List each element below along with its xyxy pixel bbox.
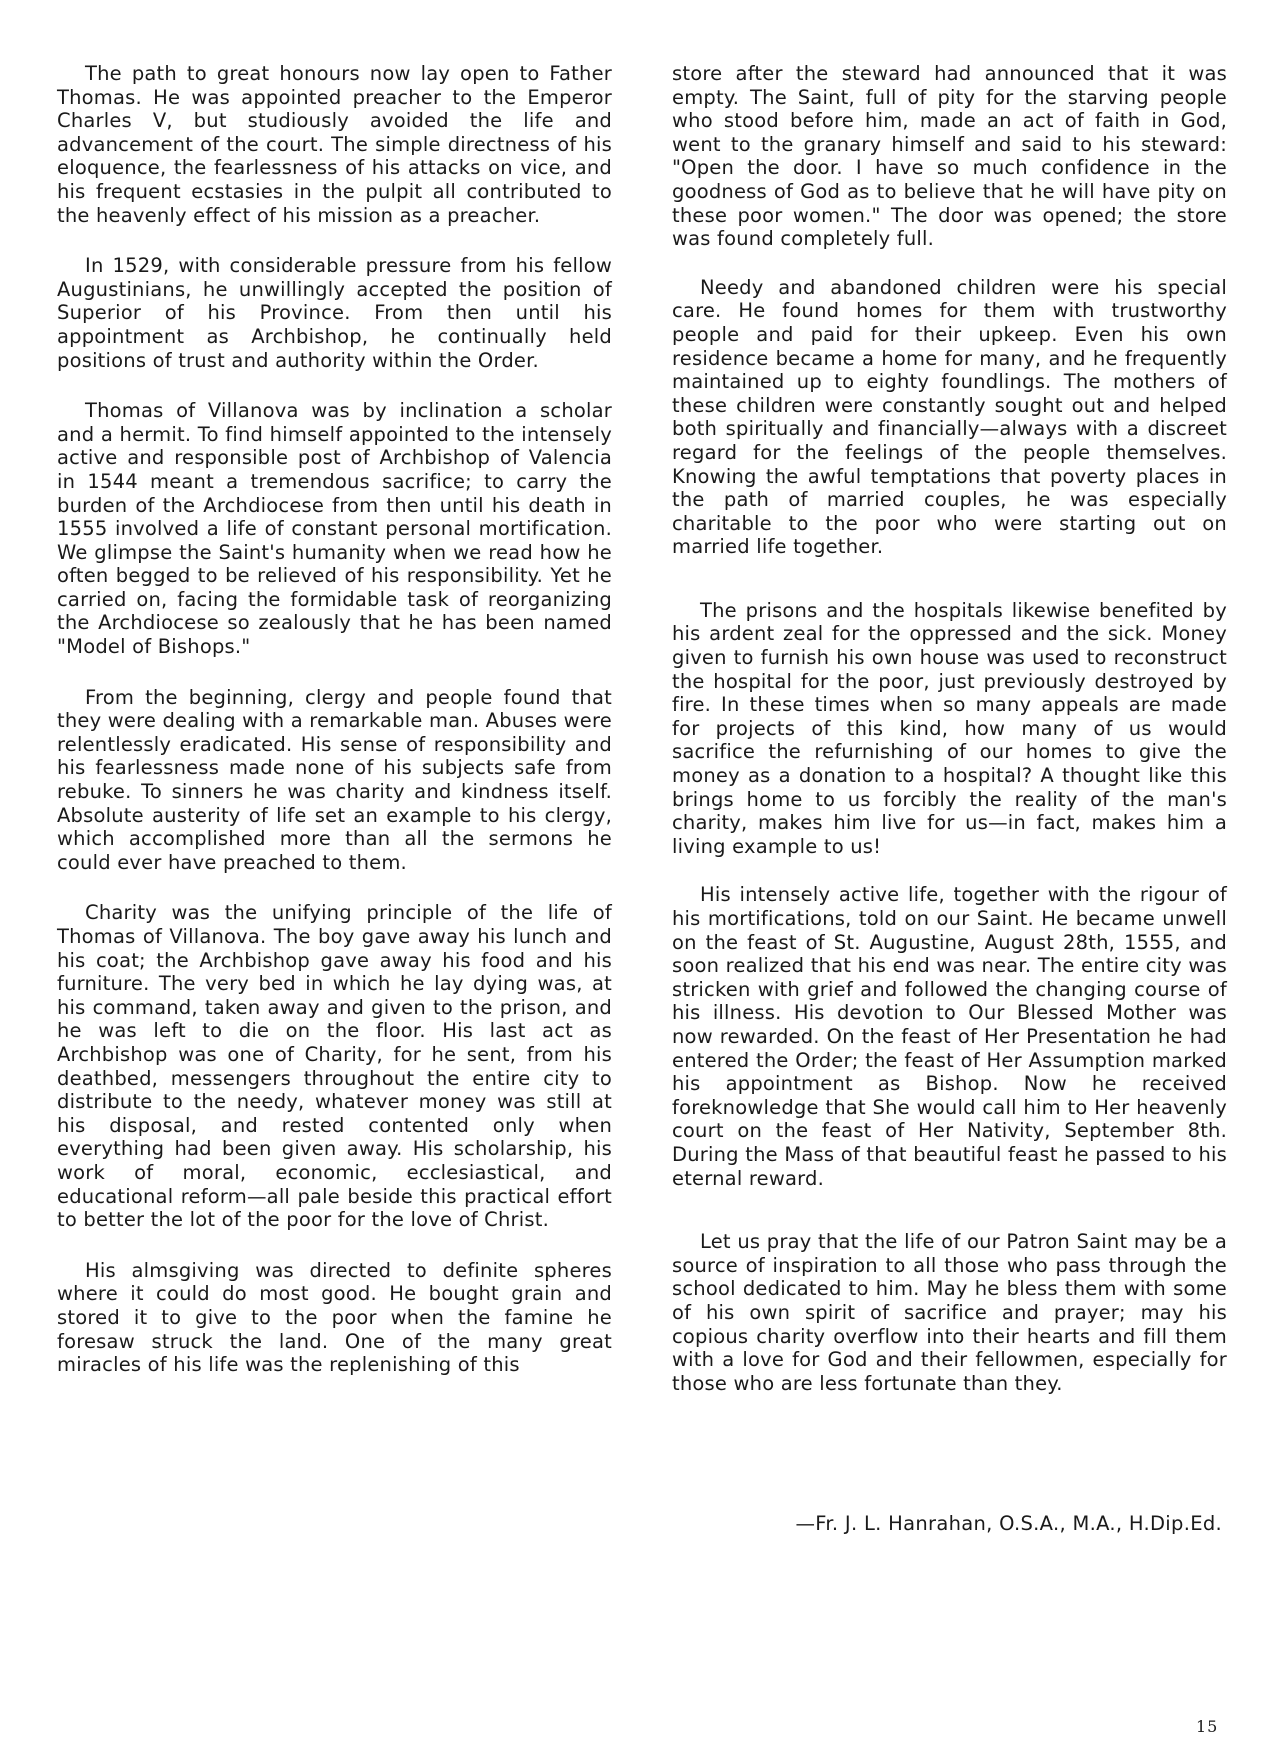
paragraph-needy-children: Needy and abandoned children were his special care. He found homes for them with trustworthy people and paid for their upkeep. Even his own residence became a home for many, and he frequently maintained up to eighty foundlings. The mothers of these children were constantly sought out and helped both spiritually and financially—always with a discreet regard for the feelings of the people themselves. Knowing the awful temptations that poverty places in the path of married couples, he was especially charitable to the poor who were starting out on married life together. <box>672 275 1227 559</box>
left-column <box>57 62 612 1377</box>
paragraph-great-honours: The path to great honours now lay open to Father Thomas. He was appointed preacher to the Emperor Charles V, but studiously avoided the life and advancement of the court. The simple directness of his eloquence, the fearlessness of his attacks on vice, and his frequent ecstasies in the pulpit all contributed to the heavenly effect of his mission as a preacher. <box>57 62 612 227</box>
paragraph-almsgiving: His almsgiving was directed to definite spheres where it could do most good. He bought grain and stored it to give to the poor when the famine he foresaw struck the land. One of the many great miracles of his life was the replenishing of this <box>57 1258 612 1377</box>
paragraph-granary-miracle: store after the steward had announced that it was empty. The Saint, full of pity for the starving people who stood before him, made an act of faith in God, went to the granary himself and said to his steward: "Open the door. I have so much confidence in the goodness of God as to believe that he will have pity on these poor women." The door was opened; the store was found completely full. <box>672 62 1227 251</box>
paragraph-remarkable-man: From the beginning, clergy and people found that they were dealing with a remarkable man. Abuses were relentlessly eradicated. His sense of responsibility and his fearlessness made none of his subjects safe from rebuke. To sinners he was charity and kindness itself. Absolute austerity of life set an example to his clergy, which accomplished more than all the sermons he could ever have preached to them. <box>57 685 612 874</box>
paragraph-superior-1529: In 1529, with considerable pressure from his fellow Augustinians, he unwillingly accepted the position of Superior of his Province. From then until his appointment as Archbishop, he continually held positions of trust and authority within the Order. <box>57 254 612 372</box>
paragraph-final-illness: His intensely active life, together with the rigour of his mortifications, told on our Saint. He became unwell on the feast of St. Augustine, August 28th, 1555, and soon realized that his end was near. The entire city was stricken with grief and followed the changing course of his illness. His devotion to Our Blessed Mother was now rewarded. On the feast of Her Presentation he had entered the Order; the feast of Her Assumption marked his appointment as Bishop. Now he received foreknowledge that She would call him to Her heavenly court on the feast of Her Nativity, September 8th. During the Mass of that beautiful feast he passed to his eternal reward. <box>672 883 1227 1190</box>
right-column <box>672 62 1227 1395</box>
paragraph-archbishop-valencia: Thomas of Villanova was by inclination a scholar and a hermit. To find himself appointed to the intensely active and responsible post of Archbishop of Valencia in 1544 meant a tremendous sacrifice; to carry the burden of the Archdiocese from then until his death in 1555 involved a life of constant personal mortification. We glimpse the Saint's humanity when we read how he often begged to be relieved of his responsibility. Yet he carried on, facing the formidable task of reorganizing the Archdiocese so zealously that he has been named "Model of Bishops." <box>57 399 612 659</box>
paragraph-charity-principle: Charity was the unifying principle of the life of Thomas of Villanova. The boy gave away his lunch and his coat; the Archbishop gave away his food and his furniture. The very bed in which he lay dying was, at his command, taken away and given to the prison, and he was left to die on the floor. His last act as Archbishop was one of Charity, for he sent, from his deathbed, messengers throughout the entire city to distribute to the needy, whatever money was still at his disposal, and rested contented only when everything had been given away. His scholarship, his work of moral, economic, ecclesiastical, and educational reform—all pale beside this practical effort to better the lot of the poor for the love of Christ. <box>57 901 612 1232</box>
page-number: 15 <box>1196 1717 1219 1736</box>
paragraph-prisons-hospitals: The prisons and the hospitals likewise benefited by his ardent zeal for the oppressed and the sick. Money given to furnish his own house was used to reconstruct the hospital for the poor, just previously destroyed by fire. In these times when so many appeals are made for projects of this kind, how many of us would sacrifice the refurnishing of our homes to give the money as a donation to a hospital? A thought like this brings home to us forcibly the reality of the man's charity, makes him live for us—in fact, makes him a living example to us! <box>672 598 1227 858</box>
author-signature: —Fr. J. L. Hanrahan, O.S.A., M.A., H.Dip.Ed. <box>795 1512 1222 1535</box>
paragraph-closing-prayer: Let us pray that the life of our Patron Saint may be a source of inspiration to all those who pass through the school dedicated to him. May he bless them with some of his own spirit of sacrifice and prayer; may his copious charity overflow into their hearts and fill them with a love for God and their fellowmen, especially for those who are less fortunate than they. <box>672 1230 1227 1395</box>
